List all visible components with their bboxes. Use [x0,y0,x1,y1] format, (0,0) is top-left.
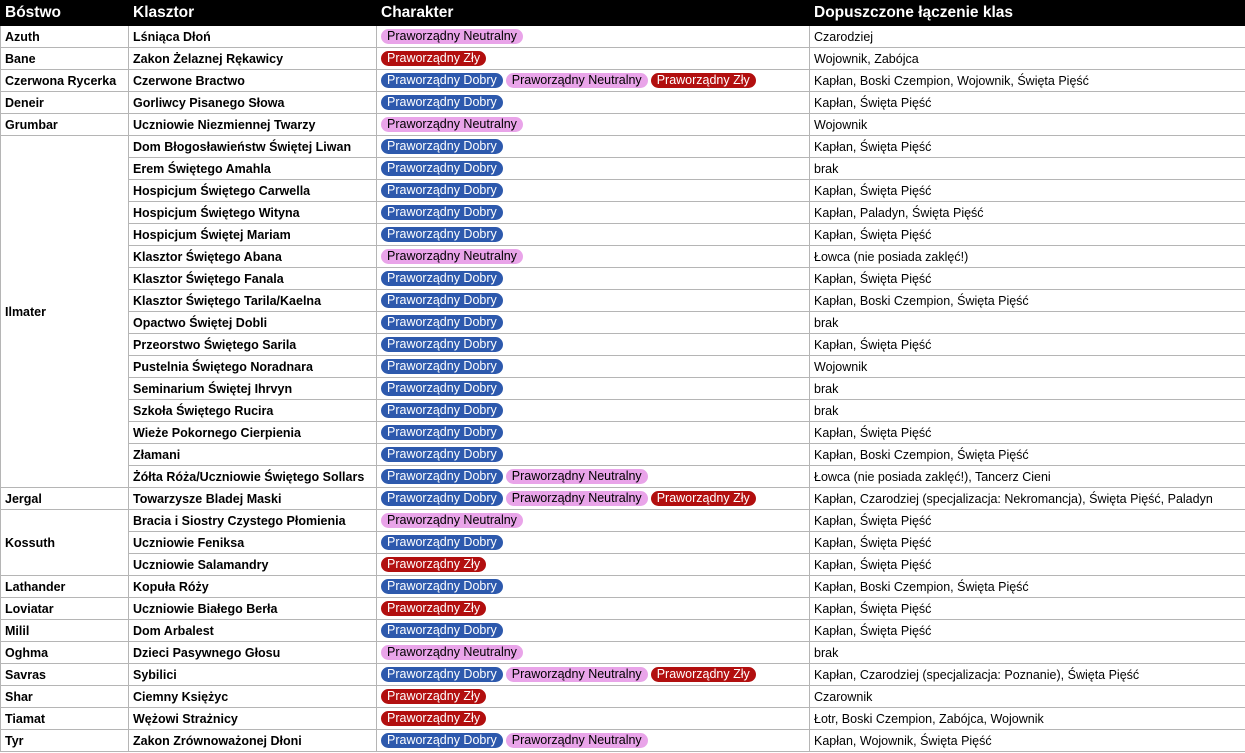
alignment-badge-neutralny: Praworządny Neutralny [381,117,523,132]
alignment-cell [377,180,810,202]
table-row [1,378,1245,400]
table-row [1,334,1245,356]
monastery-cell: Klasztor Świętego Abana [129,246,377,268]
alignment-badge-dobry: Praworządny Dobry [381,469,503,484]
table-row [1,510,1245,532]
deity-cell: Tyr [1,730,129,752]
alignment-cell [377,620,810,642]
deity-cell: Loviatar [1,598,129,620]
classes-cell: Kapłan, Wojownik, Święta Pięść [810,730,1245,752]
classes-cell: Kapłan, Boski Czempion, Święta Pięść [810,576,1245,598]
table-row [1,202,1245,224]
alignment-badge-dobry: Praworządny Dobry [381,535,503,550]
monastery-cell: Zakon Zrównoważonej Dłoni [129,730,377,752]
alignment-badge-dobry: Praworządny Dobry [381,161,503,176]
table-row [1,158,1245,180]
monastery-cell: Przeorstwo Świętego Sarila [129,334,377,356]
classes-cell: Czarownik [810,686,1245,708]
table-row [1,26,1245,48]
table-row [1,642,1245,664]
alignment-cell [377,642,810,664]
classes-cell: Wojownik [810,114,1245,136]
alignment-cell [377,246,810,268]
alignment-cell [377,664,810,686]
alignment-badge-dobry: Praworządny Dobry [381,227,503,242]
alignment-cell [377,422,810,444]
classes-cell: brak [810,642,1245,664]
alignment-badge-dobry: Praworządny Dobry [381,293,503,308]
monastery-cell: Dzieci Pasywnego Głosu [129,642,377,664]
table-row [1,488,1245,510]
monastery-cell: Towarzysze Bladej Maski [129,488,377,510]
alignment-badge-neutralny: Praworządny Neutralny [381,29,523,44]
table-row [1,70,1245,92]
alignment-badge-dobry: Praworządny Dobry [381,381,503,396]
alignment-cell [377,576,810,598]
alignment-cell [377,686,810,708]
classes-cell: Łotr, Boski Czempion, Zabójca, Wojownik [810,708,1245,730]
alignment-badge-zly: Praworządny Zły [381,711,486,726]
classes-cell: Kapłan, Boski Czempion, Święta Pięść [810,290,1245,312]
alignment-badge-dobry: Praworządny Dobry [381,733,503,748]
monastery-cell: Uczniowie Białego Berła [129,598,377,620]
header-deity: Bóstwo [1,1,129,26]
header-classes: Dopuszczone łączenie klas [810,1,1245,26]
table-row [1,290,1245,312]
monastery-cell: Kopuła Róży [129,576,377,598]
monastery-cell: Wieże Pokornego Cierpienia [129,422,377,444]
alignment-badge-neutralny: Praworządny Neutralny [506,667,648,682]
table-body [1,26,1245,752]
table-row [1,268,1245,290]
alignment-badge-dobry: Praworządny Dobry [381,491,503,506]
monastery-cell: Seminarium Świętej Ihrvyn [129,378,377,400]
alignment-badge-zly: Praworządny Zły [381,601,486,616]
table-row [1,664,1245,686]
classes-cell: Łowca (nie posiada zaklęć!), Tancerz Cieni [810,466,1245,488]
alignment-badge-neutralny: Praworządny Neutralny [381,645,523,660]
classes-cell: Kapłan, Święta Pięść [810,92,1245,114]
classes-cell: Kapłan, Święta Pięść [810,510,1245,532]
alignment-badge-neutralny: Praworządny Neutralny [381,249,523,264]
alignment-cell [377,48,810,70]
alignment-cell [377,70,810,92]
alignment-badge-dobry: Praworządny Dobry [381,271,503,286]
classes-cell: Kapłan, Święta Pięść [810,334,1245,356]
deity-cell: Kossuth [1,510,129,576]
alignment-cell [377,268,810,290]
classes-cell: brak [810,158,1245,180]
alignment-cell [377,158,810,180]
table-row [1,532,1245,554]
classes-cell: Kapłan, Boski Czempion, Święta Pięść [810,444,1245,466]
deity-cell: Czerwona Rycerka [1,70,129,92]
alignment-cell [377,598,810,620]
monastery-cell: Erem Świętego Amahla [129,158,377,180]
alignment-badge-neutralny: Praworządny Neutralny [506,733,648,748]
monastery-cell: Uczniowie Niezmiennej Twarzy [129,114,377,136]
classes-cell: brak [810,312,1245,334]
table-row [1,444,1245,466]
alignment-badge-dobry: Praworządny Dobry [381,183,503,198]
alignment-cell [377,334,810,356]
monastery-cell: Hospicjum Świętej Mariam [129,224,377,246]
header-row [1,1,1245,26]
alignment-cell [377,114,810,136]
classes-cell: Łowca (nie posiada zaklęć!) [810,246,1245,268]
monastery-cell: Wężowi Strażnicy [129,708,377,730]
alignment-badge-dobry: Praworządny Dobry [381,73,503,88]
alignment-badge-dobry: Praworządny Dobry [381,403,503,418]
alignment-badge-zly: Praworządny Zły [651,73,756,88]
deity-cell: Oghma [1,642,129,664]
table-row [1,312,1245,334]
alignment-badge-neutralny: Praworządny Neutralny [506,469,648,484]
alignment-cell [377,488,810,510]
table-row [1,730,1245,752]
alignment-badge-dobry: Praworządny Dobry [381,359,503,374]
alignment-cell [377,224,810,246]
table-row [1,708,1245,730]
table-row [1,422,1245,444]
alignment-badge-dobry: Praworządny Dobry [381,667,503,682]
table-row [1,136,1245,158]
alignment-badge-neutralny: Praworządny Neutralny [506,491,648,506]
alignment-badge-neutralny: Praworządny Neutralny [381,513,523,528]
table-row [1,620,1245,642]
monastery-cell: Czerwone Bractwo [129,70,377,92]
monastery-cell: Bracia i Siostry Czystego Płomienia [129,510,377,532]
header-monastery: Klasztor [129,1,377,26]
table-row [1,576,1245,598]
table-row [1,92,1245,114]
monastery-cell: Klasztor Świętego Fanala [129,268,377,290]
monastery-cell: Pustelnia Świętego Noradnara [129,356,377,378]
alignment-cell [377,378,810,400]
classes-cell: Kapłan, Paladyn, Święta Pięść [810,202,1245,224]
monastery-cell: Żółta Róża/Uczniowie Świętego Sollars [129,466,377,488]
alignment-cell [377,26,810,48]
monastery-cell: Zakon Żelaznej Rękawicy [129,48,377,70]
classes-cell: brak [810,378,1245,400]
classes-cell: Kapłan, Święta Pięść [810,532,1245,554]
header-alignment: Charakter [377,1,810,26]
alignment-cell [377,202,810,224]
classes-cell: brak [810,400,1245,422]
deity-cell: Deneir [1,92,129,114]
alignment-badge-dobry: Praworządny Dobry [381,447,503,462]
monastery-cell: Klasztor Świętego Tarila/Kaelna [129,290,377,312]
classes-cell: Kapłan, Boski Czempion, Wojownik, Święta Pięść [810,70,1245,92]
alignment-badge-dobry: Praworządny Dobry [381,579,503,594]
deity-cell: Shar [1,686,129,708]
table-row [1,48,1245,70]
classes-cell: Kapłan, Czarodziej (specjalizacja: Nekromancja), Święta Pięść, Paladyn [810,488,1245,510]
monastery-cell: Lśniąca Dłoń [129,26,377,48]
alignment-badge-zly: Praworządny Zły [651,667,756,682]
table-row [1,114,1245,136]
table-row [1,400,1245,422]
classes-cell: Kapłan, Święta Pięść [810,554,1245,576]
table-row [1,598,1245,620]
deity-cell: Grumbar [1,114,129,136]
classes-cell: Kapłan, Święta Pięść [810,598,1245,620]
alignment-cell [377,136,810,158]
deity-cell: Tiamat [1,708,129,730]
monastery-cell: Ciemny Księżyc [129,686,377,708]
deity-cell: Lathander [1,576,129,598]
deity-cell: Milil [1,620,129,642]
monastery-cell: Dom Błogosławieństw Świętej Liwan [129,136,377,158]
alignment-badge-neutralny: Praworządny Neutralny [506,73,648,88]
table-row [1,356,1245,378]
table-row [1,246,1245,268]
table-row [1,466,1245,488]
alignment-badge-dobry: Praworządny Dobry [381,139,503,154]
alignment-cell [377,466,810,488]
deity-cell: Azuth [1,26,129,48]
deity-cell: Jergal [1,488,129,510]
alignment-cell [377,356,810,378]
classes-cell: Wojownik [810,356,1245,378]
alignment-badge-dobry: Praworządny Dobry [381,95,503,110]
classes-cell: Kapłan, Święta Pięść [810,224,1245,246]
alignment-badge-dobry: Praworządny Dobry [381,205,503,220]
monastery-cell: Hospicjum Świętego Wityna [129,202,377,224]
monastery-cell: Uczniowie Feniksa [129,532,377,554]
table-row [1,554,1245,576]
monastery-cell: Uczniowie Salamandry [129,554,377,576]
alignment-badge-dobry: Praworządny Dobry [381,337,503,352]
table-row [1,180,1245,202]
deity-cell: Savras [1,664,129,686]
monastery-cell: Opactwo Świętej Dobli [129,312,377,334]
monastery-cell: Złamani [129,444,377,466]
monastery-cell: Dom Arbalest [129,620,377,642]
alignment-cell [377,554,810,576]
monastery-cell: Sybilici [129,664,377,686]
alignment-cell [377,510,810,532]
classes-cell: Kapłan, Święta Pięść [810,136,1245,158]
alignment-cell [377,290,810,312]
alignment-badge-dobry: Praworządny Dobry [381,315,503,330]
monastery-cell: Gorliwcy Pisanego Słowa [129,92,377,114]
alignment-badge-zly: Praworządny Zły [381,689,486,704]
alignment-cell [377,312,810,334]
alignment-badge-dobry: Praworządny Dobry [381,623,503,638]
alignment-badge-zly: Praworządny Zły [381,557,486,572]
alignment-badge-dobry: Praworządny Dobry [381,425,503,440]
classes-cell: Kapłan, Święta Pięść [810,180,1245,202]
deity-cell: Bane [1,48,129,70]
alignment-badge-zly: Praworządny Zły [381,51,486,66]
classes-cell: Kapłan, Święta Pięść [810,422,1245,444]
alignment-cell [377,444,810,466]
alignment-cell [377,92,810,114]
monastery-cell: Hospicjum Świętego Carwella [129,180,377,202]
table-row [1,686,1245,708]
monastery-cell: Szkoła Świętego Rucira [129,400,377,422]
alignment-badge-zly: Praworządny Zły [651,491,756,506]
classes-cell: Kapłan, Czarodziej (specjalizacja: Poznanie), Święta Pięść [810,664,1245,686]
classes-cell: Czarodziej [810,26,1245,48]
classes-cell: Kapłan, Święta Pięść [810,268,1245,290]
alignment-cell [377,730,810,752]
classes-cell: Kapłan, Święta Pięść [810,620,1245,642]
alignment-cell [377,532,810,554]
classes-cell: Wojownik, Zabójca [810,48,1245,70]
table-row [1,224,1245,246]
alignment-cell [377,400,810,422]
deity-cell: Ilmater [1,136,129,488]
alignment-cell [377,708,810,730]
